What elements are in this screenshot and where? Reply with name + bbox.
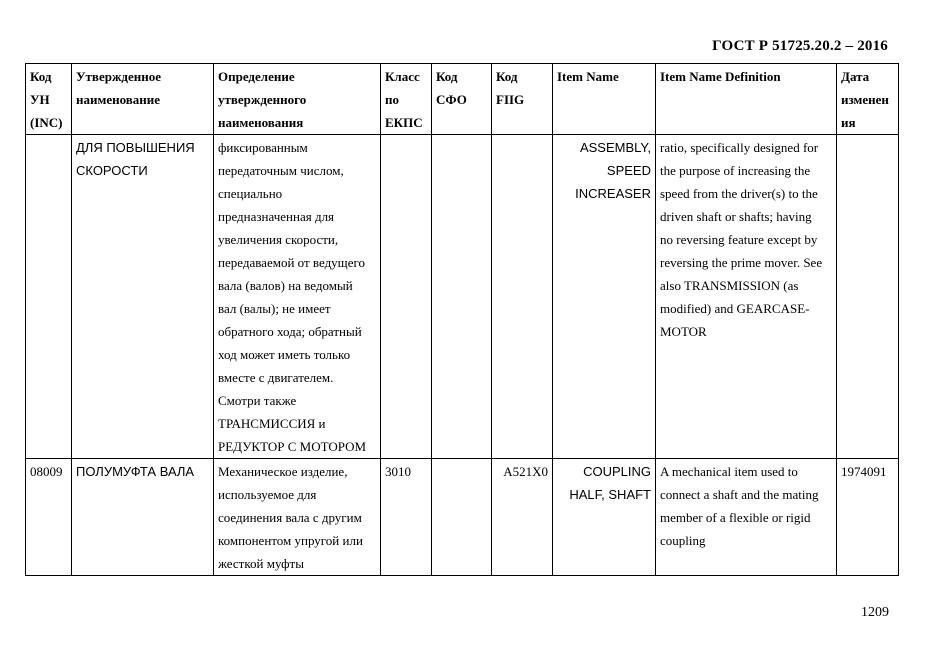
cell-ekps (381, 459, 432, 576)
header-line: (INC) (30, 115, 63, 130)
header-line: Дата (841, 69, 870, 84)
cell-line: РЕДУКТОР С МОТОРОМ (218, 439, 367, 454)
items-table (25, 63, 899, 576)
cell-date (837, 135, 899, 459)
header-line: Утвержденное (76, 69, 161, 84)
header-line: Item Name (557, 69, 619, 84)
header-line: FIIG (496, 92, 525, 107)
header-definition (214, 64, 381, 135)
cell-line: ASSEMBLY, (579, 140, 651, 155)
cell-line: 1974091 (841, 464, 887, 479)
header-line: Код (30, 69, 52, 84)
cell-sfo (432, 459, 492, 576)
cell-line: COUPLING (583, 464, 651, 479)
cell-line: используемое для (218, 487, 317, 502)
cell-item-name (553, 135, 656, 459)
cell-line: вал (валы); не имеет (218, 301, 331, 316)
cell-inc (26, 135, 72, 459)
header-line: Код (436, 69, 458, 84)
cell-definition (214, 459, 381, 576)
header-approved-name (72, 64, 214, 135)
page-number: 1209 (861, 605, 889, 620)
header-fiig-code (492, 64, 553, 135)
cell-line: 3010 (385, 464, 411, 479)
cell-approved (72, 459, 214, 576)
cell-fiig (492, 135, 553, 459)
header-sfo-code (432, 64, 492, 135)
cell-line: reversing the prime mover. See (660, 255, 823, 270)
cell-line: передаваемой от ведущего (218, 255, 365, 270)
cell-definition (214, 135, 381, 459)
table-row (26, 459, 899, 576)
header-line: по (385, 92, 399, 107)
header-line: наименования (218, 115, 304, 130)
cell-line: member of a flexible or rigid (660, 510, 811, 525)
header-line: Класс (385, 69, 420, 84)
cell-inc (26, 459, 72, 576)
cell-line: 08009 (30, 464, 63, 479)
header-line: СФО (436, 92, 467, 107)
header-item-name (553, 64, 656, 135)
cell-item-def (656, 135, 837, 459)
header-line: Определение (218, 69, 295, 84)
header-line: изменен (841, 92, 889, 107)
cell-line: also TRANSMISSION (as (660, 278, 799, 293)
header-ekps-class (381, 64, 432, 135)
cell-line: coupling (660, 533, 706, 548)
cell-approved (72, 135, 214, 459)
document-title: ГОСТ Р 51725.20.2 – 2016 (712, 38, 888, 54)
cell-line: A mechanical item used to (660, 464, 798, 479)
cell-line: connect a shaft and the mating (660, 487, 819, 502)
cell-line: предназначенная для (218, 209, 335, 224)
cell-line: ТРАНСМИССИЯ и (218, 416, 326, 431)
header-change-date (837, 64, 899, 135)
header-inc (26, 64, 72, 135)
cell-sfo (432, 135, 492, 459)
table-row (26, 135, 899, 459)
cell-fiig (492, 459, 553, 576)
header-line: ЕКПС (385, 115, 423, 130)
cell-line: speed from the driver(s) to the (660, 186, 818, 201)
header-line: Item Name Definition (660, 69, 781, 84)
cell-line: обратного хода; обратный (218, 324, 362, 339)
cell-line: Механическое изделие, (218, 464, 348, 479)
header-line: УН (30, 92, 50, 107)
cell-line: driven shaft or shafts; having (660, 209, 812, 224)
cell-line: ход может иметь только (218, 347, 351, 362)
header-line: наименование (76, 92, 161, 107)
cell-line: СКОРОСТИ (76, 163, 148, 178)
cell-line: вала (валов) на ведомый (218, 278, 353, 293)
cell-line: ПОЛУМУФТА ВАЛА (76, 464, 195, 479)
cell-line: специально (218, 186, 283, 201)
cell-line: компонентом упругой или (218, 533, 363, 548)
cell-line: INCREASER (575, 186, 651, 201)
table-header-row (26, 64, 899, 135)
cell-line: ratio, specifically designed for (660, 140, 819, 155)
cell-line: Смотри также (218, 393, 297, 408)
cell-item-def (656, 459, 837, 576)
cell-ekps (381, 135, 432, 459)
cell-line: вместе с двигателем. (218, 370, 334, 385)
header-line: Код (496, 69, 518, 84)
cell-line: жесткой муфты (218, 556, 304, 571)
cell-line: MOTOR (660, 324, 707, 339)
cell-line: the purpose of increasing the (660, 163, 811, 178)
header-line: ия (841, 115, 856, 130)
cell-line: SPEED (606, 163, 651, 178)
cell-line: передаточным числом, (218, 163, 344, 178)
cell-line: HALF, SHAFT (569, 487, 651, 502)
cell-line: соединения вала с другим (218, 510, 362, 525)
cell-date (837, 459, 899, 576)
cell-line: увеличения скорости, (218, 232, 339, 247)
cell-line: ДЛЯ ПОВЫШЕНИЯ (76, 140, 195, 155)
cell-line: фиксированным (218, 140, 308, 155)
cell-item-name (553, 459, 656, 576)
header-item-name-definition (656, 64, 837, 135)
header-line: утвержденного (218, 92, 307, 107)
cell-line: modified) and GEARCASE- (660, 301, 810, 316)
cell-line: no reversing feature except by (660, 232, 818, 247)
cell-line: A521X0 (503, 464, 548, 479)
